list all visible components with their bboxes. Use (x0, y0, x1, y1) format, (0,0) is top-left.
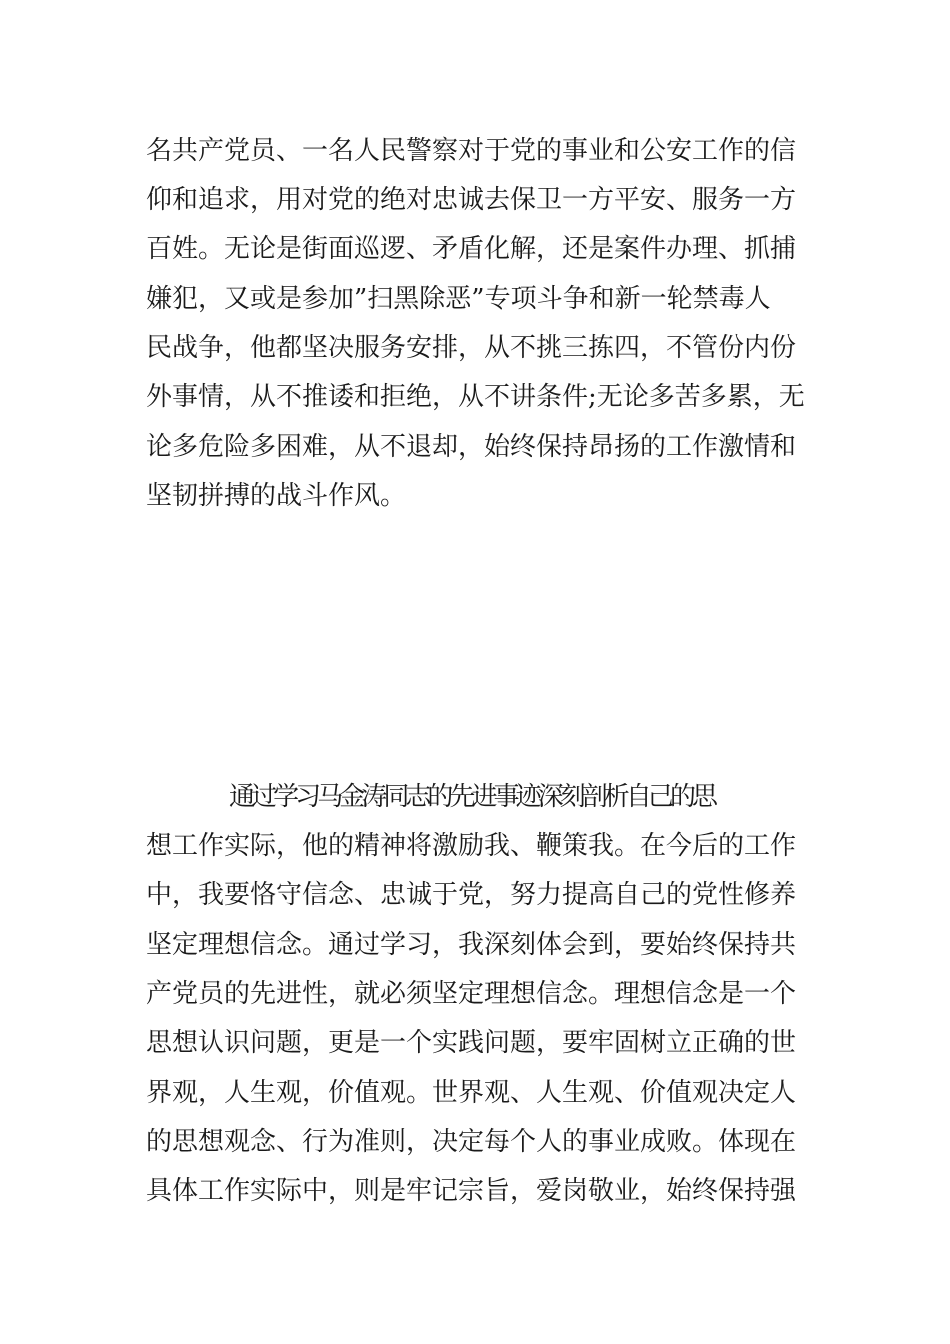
paragraph-2-line-2: 想工作实际，他的精神将激励我、鞭策我。在今后的工作 (146, 831, 797, 861)
paragraph-2-line-4: 坚定理想信念。通过学习，我深刻体会到，要始终保持共 (146, 930, 797, 960)
paragraph-2-line-3: 中，我要恪守信念、忠诚于党，努力提高自己的党性修养 (146, 880, 797, 910)
paragraph-1-line-6: 外事情，从不推诿和拒绝，从不讲条件;无论多苦多累，无 (146, 382, 805, 412)
paragraph-2-line-8: 的思想观念、行为准则，决定每个人的事业成败。体现在 (146, 1127, 797, 1157)
paragraph-1-line-2: 仰和追求，用对党的绝对忠诚去保卫一方平安、服务一方 (146, 185, 797, 215)
paragraph-2-line-1: 通过学习马金涛同志的先进事迹深刻剖析自己的思 (229, 782, 715, 812)
paragraph-1-line-4: 嫌犯，又或是参加”扫黑除恶”专项斗争和新一轮禁毒人 (146, 284, 771, 314)
paragraph-1-line-5: 民战争，他都坚决服务安排，从不挑三拣四，不管份内份 (146, 333, 797, 363)
paragraph-1-line-8: 坚韧拼搏的战斗作风。 (146, 481, 407, 511)
paragraph-1-line-3: 百姓。无论是街面巡逻、矛盾化解，还是案件办理、抓捕 (146, 234, 797, 264)
paragraph-2-line-9: 具体工作实际中，则是牢记宗旨，爱岗敬业，始终保持强 (146, 1176, 797, 1206)
paragraph-2-line-6: 思想认识问题，更是一个实践问题，要牢固树立正确的世 (146, 1028, 797, 1058)
paragraph-2-line-5: 产党员的先进性，就必须坚定理想信念。理想信念是一个 (146, 979, 797, 1009)
paragraph-2-line-7: 界观，人生观，价值观。世界观、人生观、价值观决定人 (146, 1078, 797, 1108)
paragraph-1-line-1: 名共产党员、一名人民警察对于党的事业和公安工作的信 (146, 136, 797, 166)
paragraph-1-line-7: 论多危险多困难，从不退却，始终保持昂扬的工作激情和 (146, 432, 797, 462)
